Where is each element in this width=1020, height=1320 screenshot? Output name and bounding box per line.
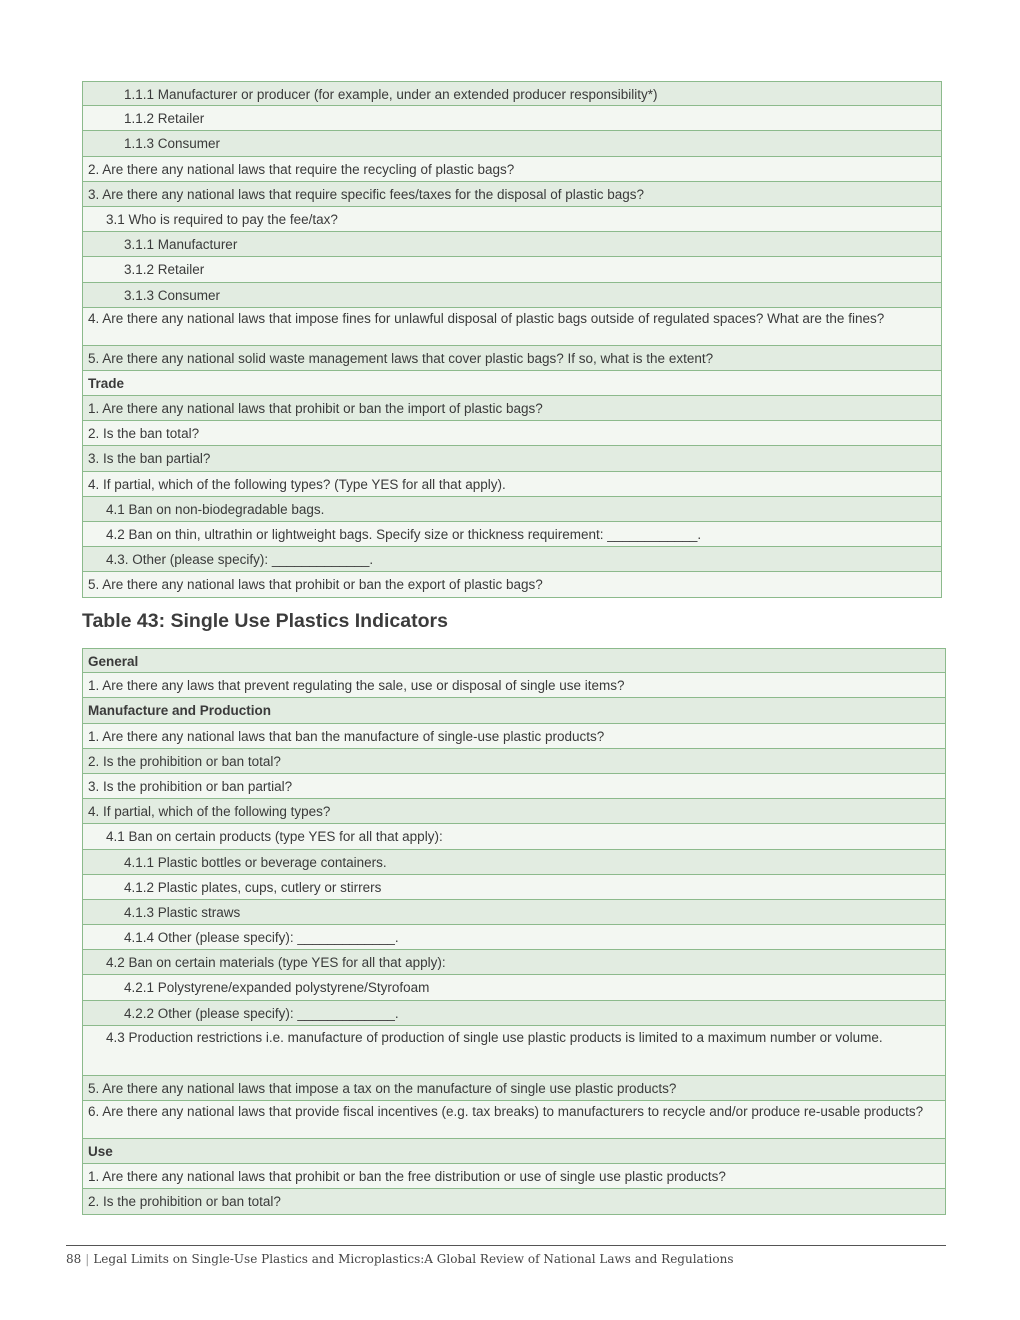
table-row: 1.1.3 Consumer [82, 131, 942, 156]
footer-divider [66, 1245, 946, 1246]
table-row: 5. Are there any national laws that impose a tax on the manufacture of single use plastic products? [82, 1076, 946, 1101]
footer-title: Legal Limits on Single-Use Plastics and Microplastics:A Global Review of National Laws and Regulations [93, 1252, 734, 1266]
table-row: 4.3. Other (please specify): _____________. [82, 547, 942, 572]
table-row: 4.2.2 Other (please specify): _____________. [82, 1001, 946, 1026]
table-row: 2. Is the prohibition or ban total? [82, 749, 946, 774]
table-row: 4. Are there any national laws that impose fines for unlawful disposal of plastic bags outside of regulated spaces? What are the fines? [82, 308, 942, 346]
table-row: 4.1.4 Other (please specify): _____________. [82, 925, 946, 950]
footer-separator: | [85, 1252, 90, 1266]
table-row: 4.3 Production restrictions i.e. manufacture of production of single use plastic products is limited to a maximum number or volume. [82, 1026, 946, 1076]
table-row: 2. Is the ban total? [82, 421, 942, 446]
table-title: Table 43: Single Use Plastics Indicators [82, 610, 448, 632]
table-row: 4. If partial, which of the following types? (Type YES for all that apply). [82, 472, 942, 497]
indicator-table-single-use-plastics [82, 648, 946, 1215]
table-row: 3. Are there any national laws that require specific fees/taxes for the disposal of plastic bags? [82, 182, 942, 207]
table-row: 1. Are there any national laws that ban the manufacture of single-use plastic products? [82, 724, 946, 749]
table-row: 4.2.1 Polystyrene/expanded polystyrene/Styrofoam [82, 975, 946, 1000]
table-row: 4.1 Ban on non-biodegradable bags. [82, 497, 942, 522]
table-section-header: General [82, 648, 946, 673]
table-row: 1. Are there any laws that prevent regulating the sale, use or disposal of single use items? [82, 673, 946, 698]
table-row: 1.1.1 Manufacturer or producer (for example, under an extended producer responsibility*) [82, 81, 942, 106]
table-row: 5. Are there any national solid waste management laws that cover plastic bags? If so, what is the extent? [82, 346, 942, 371]
table-row: 3. Is the prohibition or ban partial? [82, 774, 946, 799]
table-section-header: Trade [82, 371, 942, 396]
table-row: 4.1.1 Plastic bottles or beverage containers. [82, 850, 946, 875]
table-row: 2. Is the prohibition or ban total? [82, 1189, 946, 1214]
table-row: 1.1.2 Retailer [82, 106, 942, 131]
page-number: 88 [66, 1252, 82, 1266]
table-row: 4.2 Ban on thin, ultrathin or lightweight bags. Specify size or thickness requirement: ____________. [82, 522, 942, 547]
table-row: 6. Are there any national laws that provide fiscal incentives (e.g. tax breaks) to manufacturers to recycle and/or produce re-usable products? [82, 1101, 946, 1139]
table-row: 4.2 Ban on certain materials (type YES for all that apply): [82, 950, 946, 975]
table-section-header: Use [82, 1139, 946, 1164]
table-row: 3. Is the ban partial? [82, 446, 942, 471]
table-row: 3.1 Who is required to pay the fee/tax? [82, 207, 942, 232]
table-row: 4.1 Ban on certain products (type YES for all that apply): [82, 824, 946, 849]
table-row: 1. Are there any national laws that prohibit or ban the free distribution or use of single use plastic products? [82, 1164, 946, 1189]
table-row: 4. If partial, which of the following types? [82, 799, 946, 824]
table-row: 4.1.3 Plastic straws [82, 900, 946, 925]
table-row: 4.1.2 Plastic plates, cups, cutlery or stirrers [82, 875, 946, 900]
table-row: 3.1.1 Manufacturer [82, 232, 942, 257]
table-row: 2. Are there any national laws that require the recycling of plastic bags? [82, 157, 942, 182]
table-row: 5. Are there any national laws that prohibit or ban the export of plastic bags? [82, 572, 942, 597]
table-row: 3.1.2 Retailer [82, 257, 942, 282]
indicator-table-plastic-bags [82, 81, 942, 598]
table-row: 1. Are there any national laws that prohibit or ban the import of plastic bags? [82, 396, 942, 421]
page-footer [66, 1252, 733, 1266]
table-section-header: Manufacture and Production [82, 698, 946, 723]
table-row: 3.1.3 Consumer [82, 283, 942, 308]
